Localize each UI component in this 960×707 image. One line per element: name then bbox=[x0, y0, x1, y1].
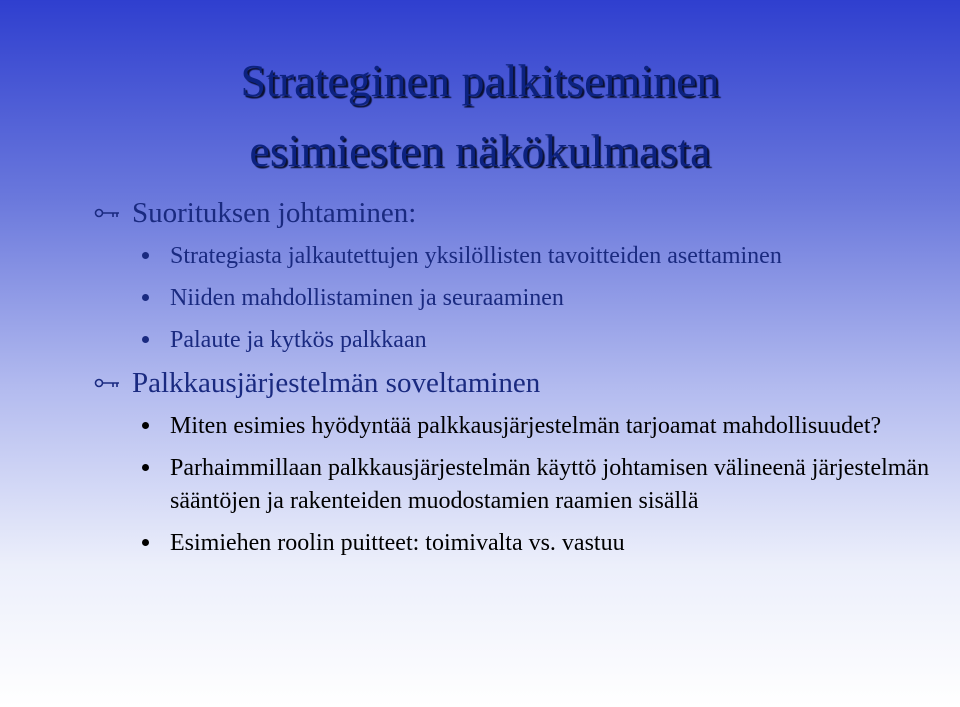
section-heading-text: Suorituksen johtaminen: bbox=[132, 197, 417, 229]
list-item-text: Esimiehen roolin puitteet: toimivalta vs. vastuu bbox=[170, 530, 625, 556]
slide-content bbox=[92, 196, 942, 569]
list-item bbox=[92, 240, 942, 273]
slide-title bbox=[0, 46, 960, 186]
slide-title-line-1: Strateginen palkitseminen bbox=[240, 55, 720, 106]
section-heading-text: Palkkausjärjestelmän soveltaminen bbox=[132, 367, 541, 399]
list-item bbox=[92, 527, 942, 560]
list-item-text: Niiden mahdollistaminen ja seuraaminen bbox=[170, 285, 564, 311]
key-icon bbox=[94, 206, 120, 220]
bullet-dot bbox=[142, 422, 149, 429]
list-item bbox=[92, 282, 942, 315]
list-item-text: Palaute ja kytkös palkkaan bbox=[170, 327, 427, 353]
section-heading-palkkausjarjestelma bbox=[92, 366, 942, 400]
bullet-dot bbox=[142, 539, 149, 546]
bullet-dot bbox=[142, 252, 149, 259]
list-item-text: Strategiasta jalkautettujen yksilöllisten tavoitteiden asettaminen bbox=[170, 243, 782, 269]
slide-title-line-2: esimiesten näkökulmasta bbox=[249, 125, 711, 176]
list-item-text: Parhaimmillaan palkkausjärjestelmän käyttö johtamisen välineenä järjestelmän sääntöjen ja rakenteiden muodostamien raamien sisällä bbox=[170, 455, 930, 514]
list-item bbox=[92, 324, 942, 357]
bullet-dot bbox=[142, 464, 149, 471]
list-item bbox=[92, 452, 942, 518]
bullet-dot bbox=[142, 294, 149, 301]
key-icon bbox=[94, 376, 120, 390]
list-item bbox=[92, 410, 942, 443]
bullet-dot bbox=[142, 336, 149, 343]
list-item-text: Miten esimies hyödyntää palkkausjärjestelmän tarjoamat mahdollisuudet? bbox=[170, 413, 882, 439]
section-heading-suorituksen-johtaminen bbox=[92, 196, 942, 230]
